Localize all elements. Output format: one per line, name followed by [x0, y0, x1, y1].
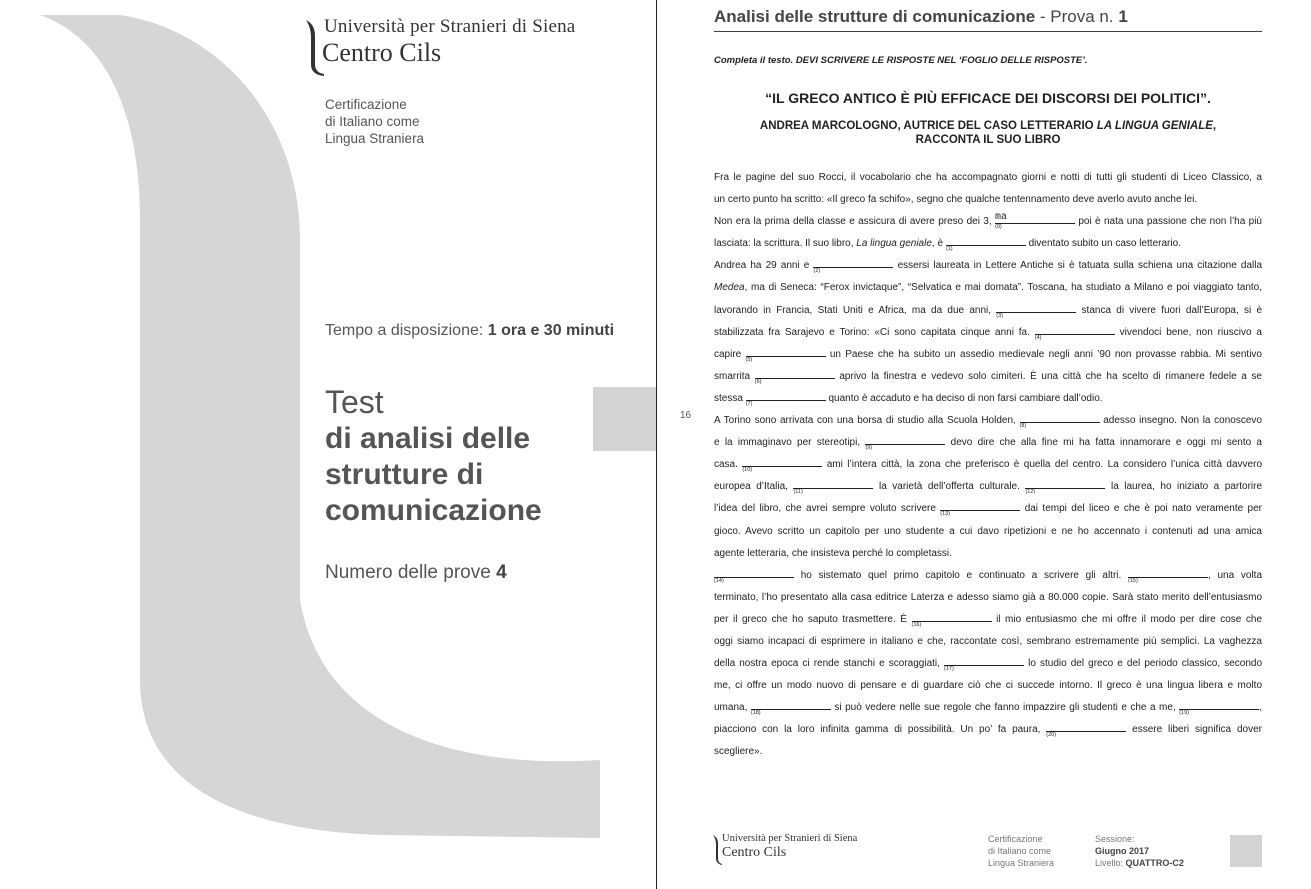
- gap-14: [714, 568, 794, 584]
- text-span: vivendoci bene, non riuscivo a: [1119, 326, 1262, 338]
- text-line: [714, 677, 1262, 699]
- gap-number: (2): [813, 268, 821, 275]
- test-title: di analisi delle strutture di comunicazione: [325, 422, 542, 527]
- text-span: quanto è accaduto e ha deciso di non farsi cambiare dall’odio.: [828, 392, 1103, 404]
- text-line: [714, 368, 1262, 390]
- gap-number: (9): [865, 445, 873, 452]
- gap-8: [1019, 413, 1100, 430]
- text-line: [714, 302, 1262, 324]
- text-span: lavorando in Francia, Stati Uniti e Africa, ma da due anni,: [714, 304, 992, 316]
- text-line: [714, 191, 1262, 213]
- level-value: QUATTRO-C2: [1125, 858, 1184, 868]
- text-span: ho sistemato quel primo capitolo e continuato a scrivere gli altri.: [800, 569, 1122, 581]
- gap-number: (16): [911, 621, 922, 628]
- text-span: un Paese che ha subito un assedio medievale negli anni ’90 non provasse rabbia. Mi sentivo: [829, 348, 1262, 360]
- page-number: 16: [680, 410, 692, 421]
- text-span: l’idea del libro, che avrei sempre voluto scrivere: [714, 503, 936, 515]
- text-span: si può vedere nelle sue regole che fanno impazzire gli studenti e che a me,: [834, 702, 1176, 714]
- text-line: [714, 655, 1262, 677]
- footer-cert-line: Lingua Straniera: [988, 858, 1055, 868]
- gap-18: [750, 700, 831, 717]
- gap-number: (6): [754, 378, 762, 385]
- text-line: [714, 478, 1262, 500]
- gap-4: [1034, 325, 1115, 341]
- gap-number: (13): [940, 511, 951, 518]
- gap-20: [1046, 722, 1126, 739]
- text-line: [714, 257, 1262, 279]
- text-line: [714, 346, 1262, 368]
- tests-value: 4: [496, 562, 507, 583]
- text-span: A Torino sono arrivata con una borsa di studio alla Scuola Holden,: [714, 415, 1016, 427]
- cloze-text: [714, 169, 1262, 766]
- gap-number: (14): [714, 577, 724, 584]
- gap-number: (8): [1019, 423, 1027, 430]
- page-header: [714, 7, 1128, 27]
- text-span: ,: [1259, 702, 1262, 714]
- text-line: [714, 721, 1262, 743]
- text-span: smarrita: [714, 370, 751, 382]
- gap-7: [745, 391, 826, 407]
- gap-number: (7): [745, 400, 753, 407]
- text-span: stanca di vivere fuori dall’Europa, si è: [1081, 304, 1262, 316]
- instruction: Completa il testo. DEVI SCRIVERE LE RISPOSTE NEL ‘FOGLIO DELLE RISPOSTE’.: [714, 55, 1088, 66]
- text-line: [714, 324, 1262, 346]
- text-span: e la immaginavo per stereotipi,: [714, 437, 861, 449]
- text-line: [714, 699, 1262, 721]
- text-line: [714, 523, 1262, 545]
- text-span: la varietà dell’offerta culturale.: [878, 481, 1020, 493]
- time-label: Tempo a disposizione:: [325, 322, 488, 339]
- gap-19: [1179, 700, 1259, 717]
- footer-grey-box: [1230, 835, 1262, 867]
- book-title: La lingua geniale: [856, 238, 932, 250]
- session-value: Giugno 2017: [1095, 846, 1150, 856]
- gap-15: [1128, 568, 1208, 584]
- article-subtitle-part: ANDREA MARCOLOGNO, AUTRICE DEL CASO LETTERARIO: [759, 120, 1097, 132]
- level-label: Livello:: [1095, 858, 1126, 868]
- text-line: [714, 390, 1262, 412]
- text-span: essersi laureata in Lettere Antiche si è tatuata sulla schiena una citazione dalla: [897, 260, 1263, 272]
- gap-16: [911, 612, 992, 628]
- text-span: gioco. Avevo scritto un capitolo per uno studente a cui davo ripetizioni e ne ho accennato i contenuti ad una amica: [714, 525, 1262, 537]
- text-line: [714, 279, 1262, 301]
- text-span: essere liberi significa dover: [1132, 724, 1262, 736]
- time-value: 1 ora e 30 minuti: [487, 322, 615, 339]
- text-span: la laurea, ho iniziato a partorire: [1110, 481, 1263, 493]
- gap-number: (12): [1025, 489, 1036, 496]
- header-prova: - Prova n.: [1035, 7, 1119, 26]
- gap-number: (0): [994, 224, 1002, 231]
- certification-line: Lingua Straniera: [325, 131, 425, 146]
- text-span: ami l’intera città, la zona che preferisco è quella del centro. La considero l’unica città davvero: [826, 459, 1263, 471]
- gap-9: [865, 435, 945, 452]
- gap-number: (15): [1128, 577, 1138, 584]
- gap-13: [940, 501, 1020, 518]
- text-span: dai tempi del liceo e che è poi nato veramente per: [1024, 503, 1263, 515]
- header-section: Analisi delle strutture di comunicazione: [714, 7, 1036, 26]
- footer-logo-mark: [709, 834, 723, 866]
- text-span: agente letteraria, che insisteva perché lo completassi.: [714, 547, 952, 559]
- text-span: capire: [714, 348, 742, 360]
- tests-label: Numero delle prove: [325, 562, 497, 583]
- text-line: [714, 611, 1262, 633]
- gap-1: [945, 236, 1026, 253]
- text-span: il mio entusiasmo che mi offre il modo per dire cose che: [996, 613, 1263, 625]
- gap-number: (3): [996, 312, 1004, 319]
- cover-grey-tab: [593, 387, 656, 451]
- text-span: , ma di Seneca: “Ferox invictaque”, “Selvatica e mai domata”. Toscana, ha studiato a Milano e poi viaggiato tanto,: [744, 282, 1262, 294]
- text-line: [714, 545, 1262, 567]
- text-span: , è: [931, 238, 944, 250]
- text-span: Fra le pagine del suo Rocci, il vocabolario che ha accompagnato giorni e notti di tutti gli studenti di Liceo Classico, a: [714, 172, 1262, 183]
- text-span: diventato subito un caso letterario.: [1028, 238, 1181, 250]
- gap-number: (20): [1046, 732, 1057, 739]
- gap-10: [742, 457, 822, 474]
- footer-university: Università per Stranieri di Siena: [722, 833, 858, 844]
- gap-number: (17): [944, 666, 954, 673]
- text-span: Non era la prima della classe e assicura di avere preso dei 3,: [714, 216, 992, 228]
- logo-center-name: Centro Cils: [322, 38, 442, 67]
- text-span: scegliere».: [714, 746, 763, 758]
- gap-number: (1): [945, 246, 953, 253]
- text-span: oggi siamo incapaci di esprimere in italiano e che, raccontate così, sembrano estremamente più semplici. La vaghezza: [714, 635, 1262, 647]
- gap-number: (4): [1034, 334, 1042, 341]
- article-title: “IL GRECO ANTICO È PIÙ EFFICACE DEI DISCORSI DEI POLITICI”.: [765, 90, 1211, 106]
- text-line: [714, 589, 1262, 611]
- text-span: della nostra epoca ci rende stanchi e scoraggiati,: [714, 658, 940, 670]
- text-span: umana,: [714, 702, 748, 714]
- text-line: [714, 213, 1262, 235]
- gap-6: [754, 369, 835, 385]
- certification-label: [325, 96, 424, 147]
- footer-session: [1095, 833, 1184, 869]
- footer-center: Centro Cils: [722, 845, 787, 860]
- footer-cert-line: di Italiano come: [988, 846, 1052, 856]
- header-prova-number: 1: [1118, 7, 1128, 26]
- session-label: Sessione:: [1095, 834, 1135, 844]
- text-line: [714, 567, 1262, 589]
- gap-example: [994, 212, 1075, 231]
- text-line: [714, 456, 1262, 478]
- text-line: [714, 235, 1262, 257]
- text-span: per il greco che ho saputo trasmettere. È: [714, 613, 907, 625]
- text-span: devo dire che alla fine mi ha fatta innamorare e oggi mi sento a: [950, 437, 1262, 449]
- text-span: stabilizzata fra Sarajevo e Torino: «Ci sono capitata cinque anni fa.: [714, 326, 1030, 338]
- text-span: europea d’Italia,: [714, 481, 788, 493]
- test-word: Test: [325, 384, 384, 420]
- text-span: , una volta: [1208, 569, 1263, 581]
- text-span: casa.: [714, 459, 738, 471]
- text-line: [714, 500, 1262, 522]
- text-line: [714, 743, 1262, 765]
- text-span: terminato, l’ho presentato alla casa editrice Laterza e adesso siamo già a 80.000 copie. Sarà stato merito dell’entusiasmo: [714, 591, 1262, 603]
- text-span: un certo punto ha scritto: «Il greco fa schifo», segno che qualche tentennamento deve averlo avuto anche lei.: [714, 194, 1198, 206]
- footer-certification: [988, 833, 1054, 869]
- article-subtitle: [714, 119, 1262, 147]
- text-italic: Medea: [714, 282, 745, 294]
- certification-line: di Italiano come: [325, 114, 420, 129]
- text-line: [714, 633, 1262, 655]
- text-span: aprivo la finestra e vedevo solo cimiteri. È una città che ha scelto di rimanere fedele a se: [839, 370, 1262, 382]
- text-line: [714, 169, 1262, 191]
- number-of-tests: [325, 562, 507, 584]
- gap-5: [745, 347, 826, 363]
- time-available: [325, 322, 614, 340]
- gap-2: [813, 258, 893, 275]
- gap-number: (19): [1179, 710, 1189, 717]
- gap-11: [793, 479, 873, 496]
- gap-number: (11): [793, 489, 803, 496]
- text-span: poi è nata una passione che non l’ha più: [1078, 216, 1262, 228]
- gap-number: (18): [750, 710, 761, 717]
- text-span: stessa: [714, 392, 743, 404]
- text-span: me, ci offre un modo nuovo di pensare e di guardare ciò che ci succede intorno. Il greco è una lingua libera e molto: [714, 680, 1262, 692]
- gap-17: [944, 656, 1024, 673]
- text-span: Andrea ha 29 anni e: [714, 260, 810, 272]
- gap-3: [996, 303, 1076, 319]
- header-rule: [714, 31, 1262, 32]
- article-subtitle-line: RACCONTA IL SUO LIBRO: [915, 134, 1061, 146]
- certification-line: Certificazione: [325, 97, 407, 112]
- example-answer: ma: [994, 212, 1007, 224]
- article-subtitle-part: ,: [1212, 120, 1217, 132]
- text-span: lo studio del greco e del periodo classico, secondo: [1028, 658, 1263, 670]
- text-line: [714, 434, 1262, 456]
- gap-12: [1025, 479, 1105, 496]
- article-subtitle-book: LA LINGUA GENIALE: [1096, 120, 1213, 132]
- gap-number: (5): [745, 356, 753, 363]
- logo-university-name: Università per Stranieri di Siena: [324, 16, 576, 37]
- text-span: adesso insegno. Non la conoscevo: [1103, 415, 1262, 427]
- text-span: piacciono con la loro infinita gamma di possibilità. Un po’ fa paura,: [714, 724, 1041, 736]
- gap-number: (10): [742, 467, 753, 474]
- footer-cert-line: Certificazione: [988, 834, 1043, 844]
- text-line: [714, 412, 1262, 434]
- text-span: lasciata: la scrittura. Il suo libro,: [714, 238, 857, 250]
